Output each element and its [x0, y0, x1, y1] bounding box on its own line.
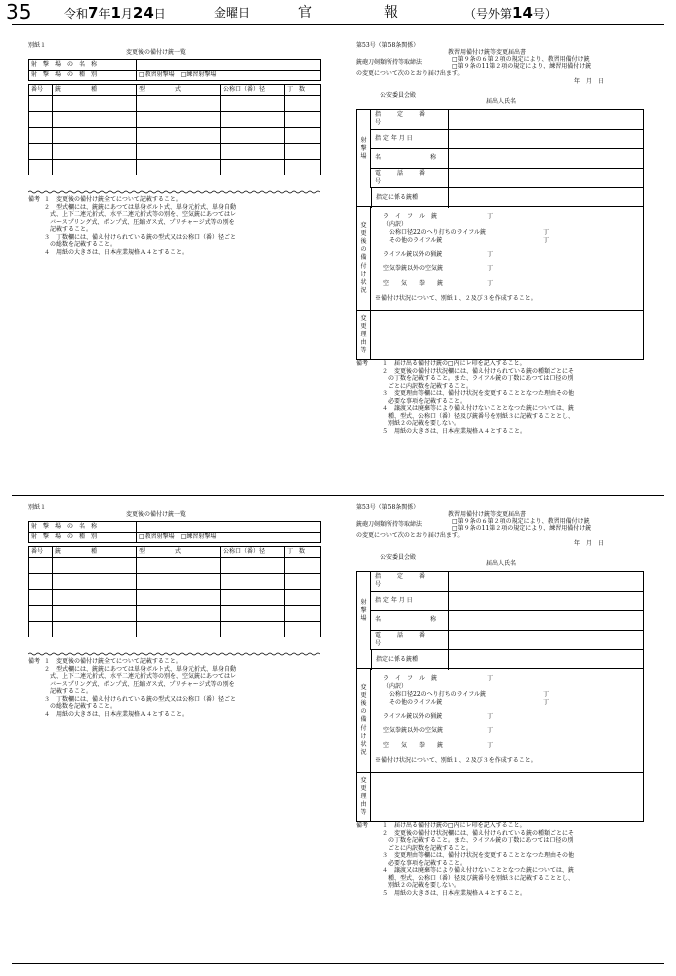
form-section-bottom: [0, 502, 676, 942]
reason-group: [357, 311, 643, 359]
vertical-label-char: 備: [360, 254, 367, 262]
form-number: 第53号（第58条関係）: [356, 42, 420, 49]
attachment-label: 別紙１: [28, 42, 47, 49]
checkbox-educational[interactable]: □教習射撃場: [139, 533, 175, 541]
addressee: 公安委員会殿: [380, 92, 417, 99]
range-row: 名 称: [371, 611, 643, 631]
range-row: 名 称: [371, 149, 643, 169]
issue-date: 令和7年1月24日: [64, 4, 166, 22]
vertical-label-char: 付: [360, 724, 367, 732]
range-row: 電 話 番 号: [371, 169, 643, 189]
status-note: ※備付け状況について、別紙１、２及び３を作成すること。: [375, 295, 537, 302]
note-line: バースプリング式、ポンプ式、圧縮ガス式、プリチャージ式等の別を: [44, 680, 235, 688]
col-caliber: 公称口（番）径: [221, 85, 285, 96]
notes-label: 備考: [28, 658, 41, 665]
note-line: ４ 用紙の大きさは、日本産業規格Ａ４とすること。: [44, 710, 189, 718]
note-line: ３ 丁数欄には、備え付けられている銃の型式又は公称口（番）径ごと: [44, 233, 237, 241]
header-rule: [12, 24, 664, 25]
caliber22-label: 公称口径22のへり打ちのライフル銃: [389, 691, 487, 698]
note-line: 式、上下二連元折式、水平二連元折式等の別を、空気銃にあつてはレ: [44, 673, 237, 680]
extra-issue-number: （号外第14号）: [464, 4, 557, 22]
table-row: [29, 573, 321, 589]
checkbox-educational[interactable]: □教習射撃場: [139, 71, 175, 79]
vertical-label-char: 理: [360, 330, 367, 338]
vertical-label-char: 備: [360, 716, 367, 724]
range-row: 電 話 番 号: [371, 631, 643, 651]
applicant-name-label: 届出人氏名: [486, 98, 517, 105]
col-gun: 銃 種: [53, 547, 137, 558]
note-line: ５ 用紙の大きさは、日本産業規格Ａ４とすること。: [382, 889, 527, 897]
table-row: [29, 605, 321, 621]
range-name-field[interactable]: [137, 60, 321, 71]
note-line: ごとに内訳数を記載すること。: [382, 844, 473, 852]
vertical-label-char: 場: [360, 153, 367, 161]
vertical-label-char: 変: [360, 222, 367, 230]
range-name-label: 射 撃 場 の 名 称: [29, 60, 137, 71]
note-line: １ 変更後の備付け銃全てについて記載すること。: [44, 196, 182, 203]
addressee: 公安委員会殿: [380, 554, 417, 561]
range-type-label: 射 撃 場 の 種 別: [29, 532, 137, 543]
notes-label: 備考: [356, 822, 369, 829]
vertical-label-char: 場: [360, 615, 367, 623]
law-suffix: の変更について次のとおり届け出ます。: [356, 70, 464, 77]
note-line: ３ 変更理由等欄には、備付け状況を変更することとなつた理由その他: [382, 390, 575, 397]
non-rifle-label: ライフル銃以外の猟銃: [383, 713, 443, 720]
vertical-label-char: 変: [360, 684, 367, 692]
vertical-label-char: 更: [360, 784, 367, 792]
other-rifle-label: その他のライフル銃: [389, 237, 443, 244]
option-educational[interactable]: □第９条の６第２項の規定により、教習用備付け銃: [452, 56, 590, 63]
vertical-label-char: 況: [360, 748, 367, 756]
gazette-title-1: 官: [298, 5, 312, 21]
note-line: １ 届け出る備付け銃の□内にレ印を記入すること。: [382, 360, 526, 367]
note-line: ２ 型式欄には、銃銃にあつては単身ボルト式、単身元折式、単身自動: [44, 665, 237, 673]
reason-group-label: [357, 311, 371, 359]
reason-group: [357, 773, 643, 821]
table-row: [29, 95, 321, 111]
note-line: ３ 丁数欄には、備え付けられている銃の型式又は公称口（番）径ごと: [44, 695, 237, 703]
vertical-label-char: 更: [360, 322, 367, 330]
vertical-label-char: 更: [360, 230, 367, 238]
law-prefix: 銃砲刀剣類所持等取締法: [356, 521, 423, 528]
vertical-label-char: 撃: [360, 144, 367, 152]
rifle-label: ラ イ フ ル 銃: [383, 675, 438, 682]
status-note: ※備付け状況について、別紙１、２及び３を作成すること。: [375, 757, 537, 764]
notes-label: 備考: [356, 360, 369, 367]
note-line: 種、型式、公称口（番）径及び銃番号を別紙３に記載することとし、: [382, 412, 575, 420]
vertical-label-char: 撃: [360, 606, 367, 614]
notification-table: [356, 109, 644, 360]
vertical-label-char: 等: [360, 347, 367, 355]
vertical-label-char: 後: [360, 700, 367, 708]
table-row: [29, 589, 321, 605]
note-line: 別紙２の記載を要しない。: [382, 420, 461, 427]
table-row: [29, 621, 321, 637]
form-title: 教習用備付け銃等変更届出書: [448, 49, 527, 56]
note-line: の総数を記載すること。: [44, 241, 117, 248]
page-number: 35: [6, 0, 32, 24]
weekday: 金曜日: [214, 6, 251, 20]
option-educational[interactable]: □第９条の６第２項の規定により、教習用備付け銃: [452, 518, 590, 525]
vertical-label-char: 状: [360, 278, 367, 286]
note-line: 別紙２の記載を要しない。: [382, 882, 461, 889]
note-line: 式、上下二連元折式、水平二連元折式等の別を、空気銃にあつてはレ: [44, 211, 237, 218]
vertical-label-char: 状: [360, 740, 367, 748]
table-row: [29, 127, 321, 143]
vertical-label-char: 更: [360, 692, 367, 700]
col-number: 番号: [29, 547, 53, 558]
law-suffix: の変更について次のとおり届け出ます。: [356, 532, 464, 539]
vertical-label-char: 射: [360, 136, 367, 144]
vertical-label-char: 変: [360, 776, 367, 784]
note-line: １ 届け出る備付け銃の□内にレ印を記入すること。: [382, 822, 526, 829]
status-group-label: [357, 207, 371, 310]
note-line: ２ 型式欄には、銃銃にあつては単身ボルト式、単身元折式、単身自動: [44, 203, 237, 211]
table-row: [29, 111, 321, 127]
note-line: ごとに内訳数を記載すること。: [382, 382, 473, 390]
form-title: 教習用備付け銃等変更届出書: [448, 511, 527, 518]
vertical-label-char: け: [360, 270, 367, 278]
note-line: ２ 変更後の備付け状況欄には、備え付けられている銃の種類ごとにそ: [382, 367, 575, 375]
vertical-label-char: 況: [360, 286, 367, 294]
gun-list-table: [28, 59, 321, 175]
non-air-pistol-label: 空気拳銃以外の空気銃: [383, 727, 444, 734]
range-group: [357, 572, 643, 669]
note-line: ２ 変更後の備付け状況欄には、備え付けられている銃の種類ごとにそ: [382, 829, 575, 837]
vertical-label-char: 等: [360, 809, 367, 817]
range-type-field[interactable]: [137, 70, 321, 81]
form-title: 変更後の備付け銃一覧: [126, 49, 187, 56]
range-row-gun-type: 指定に係る銃種: [357, 188, 643, 208]
form-section-top: [0, 40, 676, 480]
note-line: ４ 譲渡又は廃棄等により備え付けないこととなつた銃については、銃: [382, 867, 574, 874]
col-gun: 銃 種: [53, 85, 137, 96]
other-rifle-label: その他のライフル銃: [389, 699, 443, 706]
table-row: [29, 143, 321, 159]
applicant-name-label: 届出人氏名: [486, 560, 517, 567]
note-line: 必要な事項を記載すること。: [382, 397, 467, 405]
note-line: 必要な事項を記載すること。: [382, 859, 467, 867]
date-line: 年 月 日: [574, 540, 605, 547]
law-prefix: 銃砲刀剣類所持等取締法: [356, 59, 423, 66]
col-count: 丁 数: [285, 547, 321, 558]
range-row: 指 定 番 号: [371, 572, 643, 592]
vertical-label-char: 後: [360, 238, 367, 246]
continuation-wavy-line: [28, 652, 320, 656]
vertical-label-char: 変: [360, 314, 367, 322]
vertical-label-char: の: [360, 246, 367, 254]
air-pistol-label: 空 気 拳 銃: [383, 742, 444, 749]
continuation-wavy-line: [28, 190, 320, 194]
caliber22-label: 公称口径22のへり打ちのライフル銃: [389, 229, 487, 236]
vertical-label-char: の: [360, 708, 367, 716]
note-line: ５ 用紙の大きさは、日本産業規格Ａ４とすること。: [382, 427, 527, 435]
breakdown-label: （内訳）: [383, 683, 408, 690]
gun-list-table: [28, 521, 321, 637]
range-row: 指 定 番 号: [371, 110, 643, 130]
gazette-header: [0, 0, 676, 26]
table-row: [29, 159, 321, 175]
status-group-label: [357, 669, 371, 772]
range-group: [357, 110, 643, 207]
rifle-label: ラ イ フ ル 銃: [383, 213, 438, 220]
form-number: 第53号（第58条関係）: [356, 504, 420, 511]
range-type-field[interactable]: [137, 532, 321, 543]
note-line: 種、型式、公称口（番）径及び銃番号を別紙３に記載することとし、: [382, 874, 575, 882]
vertical-label-char: 理: [360, 792, 367, 800]
col-count: 丁 数: [285, 85, 321, 96]
note-line: の丁数を記載すること。また、ライフル銃の丁数にあつては口径の別: [382, 837, 574, 844]
notification-table: [356, 571, 644, 822]
option-practice[interactable]: □第９条の11第２項の規定により、練習用備付け銃: [452, 63, 592, 70]
note-line: ３ 変更理由等欄には、備付け状況を変更することとなつた理由その他: [382, 852, 575, 859]
vertical-label-char: 由: [360, 339, 367, 347]
range-group-label: [357, 110, 371, 188]
vertical-label-char: 付: [360, 262, 367, 270]
middle-rule: [12, 495, 664, 496]
status-group: 変 更 後 の 備 付 け 状 況 ラ イ フ ル 銃 丁 （内訳） 公称口径22のへり打ちのライフル銃 丁 その他のライフル銃 丁 ライフル銃以外の猟銃 丁 空気拳銃以外の空気銃 丁 空 気 拳 銃 丁 ※備付け状況について、別紙１、２及び３を作成すること。: [357, 207, 643, 311]
note-line: の丁数を記載すること。また、ライフル銃の丁数にあつては口径の別: [382, 375, 574, 382]
checkbox-practice[interactable]: □練習射撃場: [180, 533, 217, 541]
note-line: １ 変更後の備付け銃全てについて記載すること。: [44, 658, 182, 665]
range-row: 指 定 年 月 日: [371, 592, 643, 612]
non-air-pistol-label: 空気拳銃以外の空気銃: [383, 265, 444, 272]
range-name-label: 射 撃 場 の 名 称: [29, 522, 137, 533]
table-row: [29, 557, 321, 573]
note-line: バースプリング式、ポンプ式、圧縮ガス式、プリチャージ式等の別を: [44, 218, 235, 226]
attachment-label: 別紙１: [28, 504, 47, 511]
vertical-label-char: 射: [360, 598, 367, 606]
option-practice[interactable]: □第９条の11第２項の規定により、練習用備付け銃: [452, 525, 592, 532]
checkbox-practice[interactable]: □練習射撃場: [180, 71, 217, 79]
air-pistol-label: 空 気 拳 銃: [383, 280, 444, 287]
note-line: の総数を記載すること。: [44, 703, 117, 710]
note-line: ４ 譲渡又は廃棄等により備え付けないこととなつた銃については、銃: [382, 405, 574, 412]
date-line: 年 月 日: [574, 78, 605, 85]
range-row: 指 定 年 月 日: [371, 130, 643, 150]
vertical-label-char: け: [360, 732, 367, 740]
non-rifle-label: ライフル銃以外の猟銃: [383, 251, 443, 258]
reason-group-label: [357, 773, 371, 821]
status-group: 変 更 後 の 備 付 け 状 況 ラ イ フ ル 銃 丁 （内訳） 公称口径22のへり打ちのライフル銃 丁 その他のライフル銃 丁 ライフル銃以外の猟銃 丁 空気拳銃以外の空気銃 丁 空 気 拳 銃 丁 ※備付け状況について、別紙１、２及び３を作成すること。: [357, 669, 643, 773]
note-line: 記載すること。: [44, 688, 93, 695]
form-title: 変更後の備付け銃一覧: [126, 511, 187, 518]
col-caliber: 公称口（番）径: [221, 547, 285, 558]
col-model: 型 式: [137, 547, 221, 558]
range-group-label: [357, 572, 371, 650]
note-line: ４ 用紙の大きさは、日本産業規格Ａ４とすること。: [44, 248, 189, 256]
notes-label: 備考: [28, 196, 41, 203]
vertical-label-char: 由: [360, 801, 367, 809]
range-type-label: 射 撃 場 の 種 別: [29, 70, 137, 81]
col-model: 型 式: [137, 85, 221, 96]
note-line: 記載すること。: [44, 226, 93, 233]
range-row-gun-type: 指定に係る銃種: [357, 650, 643, 670]
bottom-rule: [12, 963, 664, 964]
breakdown-label: （内訳）: [383, 221, 408, 228]
gazette-title-2: 報: [384, 5, 398, 21]
range-name-field[interactable]: [137, 522, 321, 533]
col-number: 番号: [29, 85, 53, 96]
